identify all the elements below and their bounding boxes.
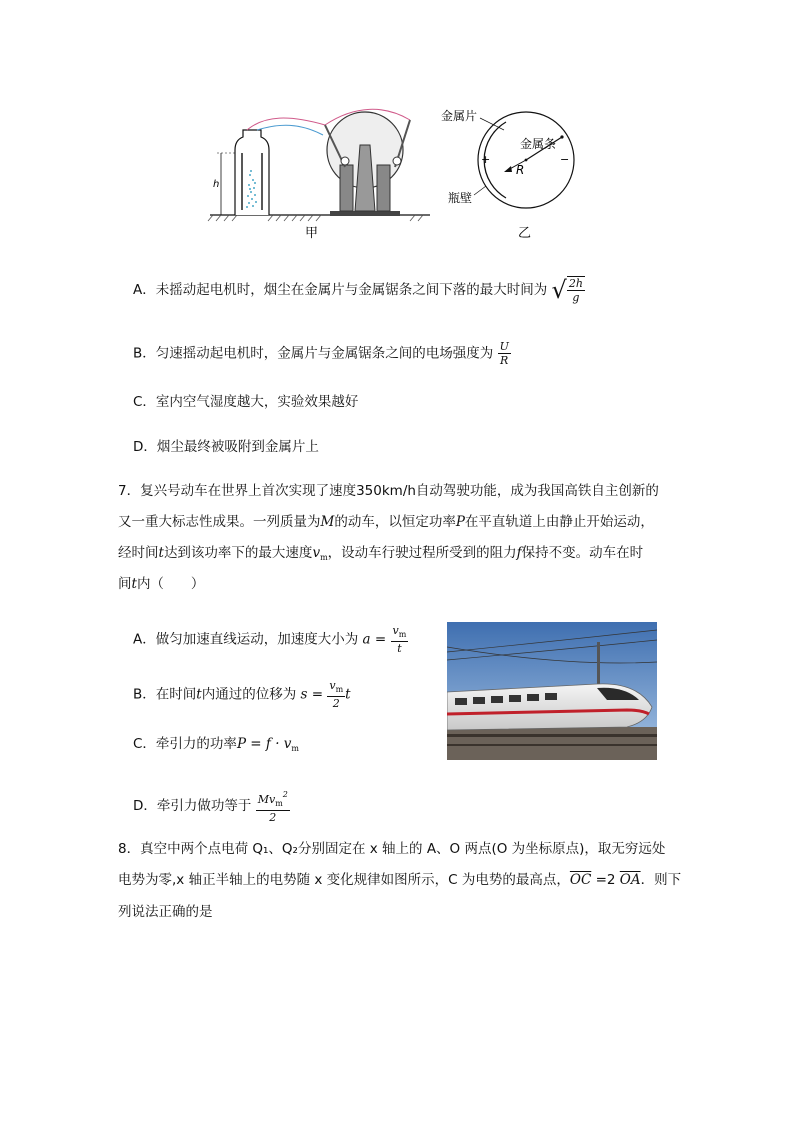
plus-sign: +	[481, 153, 491, 166]
q7-option-c: C．牵引力的功率$P = f \cdot v_m$	[133, 736, 300, 753]
q8-stem-line3: 列说法正确的是	[118, 904, 213, 920]
label-yi: 乙	[518, 226, 532, 240]
q6-option-b: B．匀速摇动起电机时，金属片与金属锯条之间的电场强度为 $\frac{U}{R}$	[133, 340, 509, 367]
train-photo	[447, 622, 657, 760]
e-field-fraction: $\frac{U}{R}$	[499, 340, 509, 367]
figure-jia	[205, 95, 440, 240]
minus-sign: −	[560, 153, 570, 166]
q6-option-d: D．烟尘最终被吸附到金属片上	[133, 439, 319, 455]
h-label: h	[213, 179, 220, 190]
metal-strip-label: 金属条	[520, 137, 557, 151]
figure-yi	[438, 100, 598, 240]
q8-stem-line1: 8．真空中两个点电荷 Q₁、Q₂分别固定在 x 轴上的 A、O 两点(O 为坐标原点)，取无穷远处	[118, 841, 666, 857]
r-label: R	[516, 163, 525, 177]
q7-stem-line3: 经时间t达到该功率下的最大速度$v_m$，设动车行驶过程所受到的阻力f保持不变。动车在时	[118, 545, 644, 562]
segment-oa: $\overline{OA}$	[619, 872, 641, 888]
frac-numerator: 2h	[568, 277, 583, 290]
q6-option-a: A．未摇动起电机时，烟尘在金属片与金属锯条之间下落的最大时间为 √ $\frac{2h}{g}$	[133, 276, 583, 304]
q6-option-c: C．室内空气湿度越大，实验效果越好	[133, 394, 359, 410]
sqrt-expression: √ $\frac{2h}{g}$	[551, 276, 583, 304]
label-jia: 甲	[305, 226, 319, 240]
bottle-wall-label: 瓶壁	[448, 191, 473, 205]
q7-option-b: B．在时间t内通过的位移为 s = $\frac{v_m}{2}$ t	[133, 679, 351, 710]
q7-option-a: A．做匀加速直线运动，加速度大小为 a = $\frac{v_m}{t}$	[133, 624, 407, 655]
segment-oc: $\overline{OC}$	[569, 872, 592, 888]
metal-piece-label: 金属片	[441, 109, 478, 123]
q7-stem-line2: 又一重大标志性成果。一列质量为M的动车，以恒定功率P在平直轨道上由静止开始运动，	[118, 514, 654, 530]
frac-denominator: g	[572, 291, 580, 304]
q7-stem-line1: 7．复兴号动车在世界上首次实现了速度350km/h自动驾驶功能，成为我国高铁自主创新的	[118, 483, 659, 499]
q7-option-d: D．牵引力做功等于 $\frac{Mv_m^2}{2}$	[133, 790, 288, 824]
q7-stem-line4: 间t内（ ）	[118, 576, 205, 592]
q8-stem-line2: 电势为零,x 轴正半轴上的电势随 x 变化规律如图所示，C 为电势的最高点，$\overline{OC} =2$ $\overline{OA}$．则下	[118, 872, 682, 888]
